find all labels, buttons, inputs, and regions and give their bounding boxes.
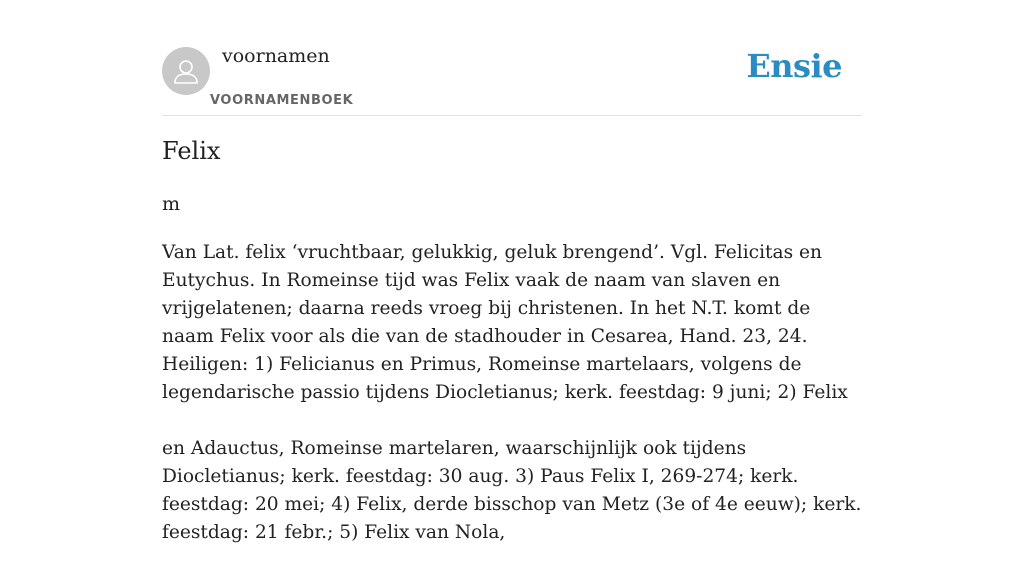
source-link[interactable]: VOORNAMENBOEK [210,93,354,108]
page-title: Felix [162,137,221,165]
author-name-link[interactable]: voornamen [222,45,330,67]
user-icon [162,47,210,95]
gender-label: m [162,193,181,215]
body-paragraph: en Adauctus, Romeinse martelaren, waarschijnlijk ook tijdens Diocletianus; kerk. feestdag: 30 aug. 3) Paus Felix I, 269-274; kerk. feestdag: 20 mei; 4) Felix, derde bisschop van Metz (3e of 4e eeuw); kerk. feestdag: 21 febr.; 5) Felix van Nola, [162,438,862,543]
body-paragraph: Van Lat. felix ‘vruchtbaar, gelukkig, geluk brengend’. Vgl. Felicitas en Eutychus. In Romeinse tijd was Felix vaak de naam van slaven en vrijgelatenen; daarna reeds vroeg bij christenen. In het N.T. komt de naam Felix voor als die van de stadhouder in Cesarea, Hand. 23, 24. Heiligen: 1) Felicianus en Primus, Romeinse martelaars, volgens de legendarische passio tijdens Diocletianus; kerk. feestdag: 9 juni; 2) Felix [162,242,848,403]
avatar[interactable] [162,47,210,95]
entry-body [162,239,862,575]
header [162,0,862,116]
ensie-logo[interactable]: Ensie [746,47,842,85]
